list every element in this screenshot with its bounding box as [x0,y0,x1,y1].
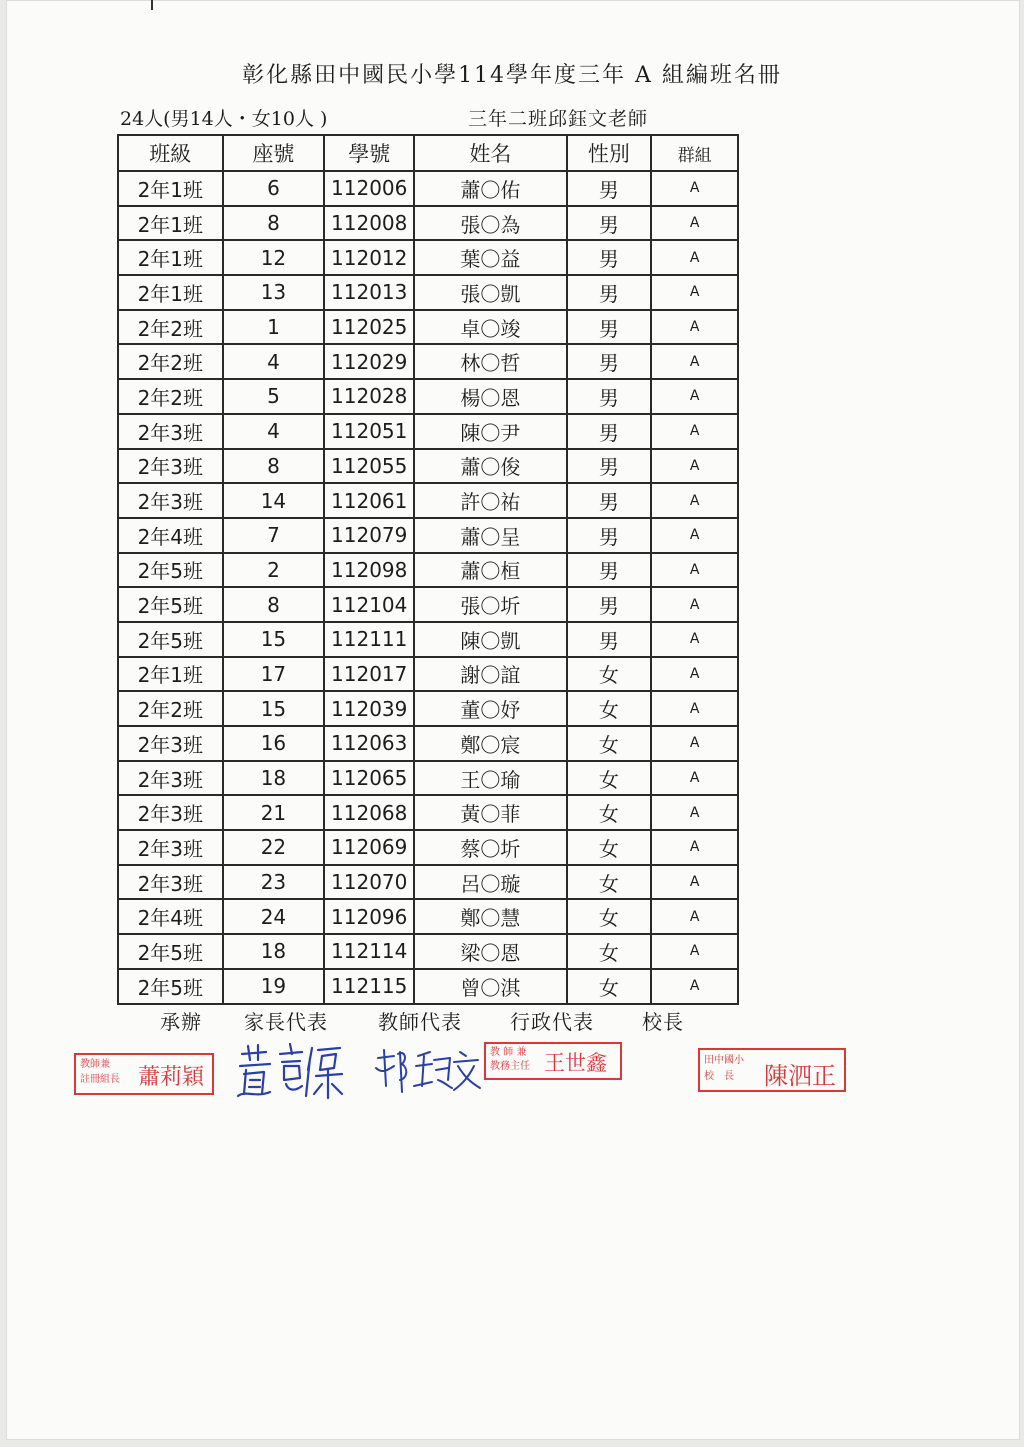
cell-class: 2年2班 [118,379,223,414]
cell-student-id: 112114 [324,934,414,969]
cell-student-id: 112006 [324,171,414,206]
table-row [118,483,738,518]
cell-name: 謝〇誼 [414,657,566,692]
cell-student-id: 112051 [324,414,414,449]
table-row [118,344,738,379]
cell-gender: 男 [567,240,652,275]
cell-name: 張〇圻 [414,587,566,622]
cell-name: 梁〇恩 [414,934,566,969]
cell-group: A [651,240,738,275]
cell-class: 2年2班 [118,310,223,345]
cell-student-id: 112025 [324,310,414,345]
homeroom-teacher: 三年二班邱鈺文老師 [468,108,649,130]
cell-student-id: 112063 [324,726,414,761]
cell-group: A [651,171,738,206]
cell-name: 黃〇菲 [414,795,566,830]
cell-group: A [651,726,738,761]
cell-student-id: 112096 [324,899,414,934]
cell-seat: 14 [223,483,325,518]
cell-class: 2年1班 [118,171,223,206]
cell-student-id: 112028 [324,379,414,414]
cell-seat: 4 [223,414,325,449]
cell-class: 2年4班 [118,518,223,553]
admin-seal [484,1042,622,1080]
cell-seat: 15 [223,622,325,657]
cell-student-id: 112115 [324,969,414,1004]
cell-name: 蕭〇桓 [414,553,566,588]
cell-class: 2年3班 [118,830,223,865]
cell-seat: 5 [223,379,325,414]
cell-seat: 12 [223,240,325,275]
admin-seal-line2: 教務主任 [490,1061,530,1072]
cell-class: 2年2班 [118,344,223,379]
signature-labels [0,1006,1024,1036]
cell-name: 陳〇凱 [414,622,566,657]
cell-gender: 男 [567,344,652,379]
cell-group: A [651,310,738,345]
cell-group: A [651,899,738,934]
cell-student-id: 112039 [324,691,414,726]
table-row [118,830,738,865]
cell-group: A [651,934,738,969]
table-row [118,206,738,241]
cell-group: A [651,622,738,657]
cell-group: A [651,414,738,449]
cell-class: 2年3班 [118,414,223,449]
cell-gender: 男 [567,622,652,657]
parent-signature [236,1040,346,1102]
document-title: 彰化縣田中國民小學114學年度三年 A 組編班名冊 [242,63,782,88]
table-body [118,171,738,1004]
header-class: 班級 [118,135,223,171]
cell-gender: 女 [567,726,652,761]
cell-group: A [651,657,738,692]
cell-gender: 女 [567,761,652,796]
table-row [118,518,738,553]
cell-group: A [651,865,738,900]
cell-name: 卓〇竣 [414,310,566,345]
table-row [118,969,738,1004]
cell-group: A [651,830,738,865]
label-admin-rep: 行政代表 [510,1010,594,1034]
cell-gender: 男 [567,587,652,622]
cell-class: 2年3班 [118,865,223,900]
cell-seat: 18 [223,761,325,796]
cell-gender: 男 [567,206,652,241]
cell-class: 2年1班 [118,206,223,241]
cell-seat: 8 [223,449,325,484]
cell-gender: 女 [567,795,652,830]
table-row [118,587,738,622]
cell-name: 曾〇淇 [414,969,566,1004]
cell-gender: 男 [567,171,652,206]
roster-table [117,134,739,1005]
table-row [118,240,738,275]
header-student-id: 學號 [324,135,414,171]
header-name: 姓名 [414,135,566,171]
table-row [118,795,738,830]
cell-name: 陳〇尹 [414,414,566,449]
cell-gender: 男 [567,449,652,484]
page-mark [151,0,153,10]
cell-class: 2年1班 [118,240,223,275]
cell-gender: 女 [567,691,652,726]
cell-name: 張〇為 [414,206,566,241]
cell-student-id: 112070 [324,865,414,900]
cell-gender: 男 [567,553,652,588]
cell-gender: 男 [567,414,652,449]
table-row [118,449,738,484]
cell-student-id: 112008 [324,206,414,241]
cell-class: 2年2班 [118,691,223,726]
table-row [118,379,738,414]
organizer-seal-name: 蕭莉穎 [138,1065,205,1090]
cell-name: 鄭〇慧 [414,899,566,934]
cell-gender: 女 [567,865,652,900]
organizer-seal-line2: 註冊組長 [80,1074,120,1085]
table-row [118,171,738,206]
cell-group: A [651,449,738,484]
cell-class: 2年3班 [118,483,223,518]
cell-class: 2年1班 [118,275,223,310]
cell-name: 楊〇恩 [414,379,566,414]
cell-group: A [651,587,738,622]
cell-gender: 男 [567,483,652,518]
cell-seat: 16 [223,726,325,761]
cell-name: 林〇哲 [414,344,566,379]
cell-seat: 2 [223,553,325,588]
cell-student-id: 112104 [324,587,414,622]
table-row [118,865,738,900]
cell-name: 蕭〇俊 [414,449,566,484]
principal-seal-line1: 田中國小 [704,1055,744,1066]
cell-student-id: 112069 [324,830,414,865]
cell-group: A [651,344,738,379]
cell-name: 許〇祐 [414,483,566,518]
cell-class: 2年5班 [118,934,223,969]
cell-group: A [651,379,738,414]
cell-student-id: 112111 [324,622,414,657]
table-row [118,691,738,726]
admin-seal-line1: 教 師 兼 [490,1047,527,1058]
cell-gender: 男 [567,310,652,345]
cell-seat: 6 [223,171,325,206]
cell-group: A [651,553,738,588]
cell-gender: 男 [567,379,652,414]
admin-seal-name: 王世鑫 [544,1051,607,1075]
cell-group: A [651,206,738,241]
header-seat: 座號 [223,135,325,171]
header-group: 群組 [651,135,738,171]
cell-name: 葉〇益 [414,240,566,275]
cell-name: 蕭〇呈 [414,518,566,553]
principal-seal-name: 陳泗正 [764,1062,836,1090]
cell-class: 2年3班 [118,726,223,761]
table-row [118,726,738,761]
cell-class: 2年3班 [118,449,223,484]
cell-seat: 8 [223,587,325,622]
cell-student-id: 112098 [324,553,414,588]
organizer-seal-line1: 教師兼 [80,1059,110,1070]
count-summary: 24人(男14人・女10人 ) [120,108,328,130]
cell-seat: 4 [223,344,325,379]
cell-student-id: 112055 [324,449,414,484]
cell-seat: 22 [223,830,325,865]
label-parent-rep: 家長代表 [244,1010,328,1034]
cell-seat: 19 [223,969,325,1004]
cell-seat: 15 [223,691,325,726]
table-row [118,275,738,310]
cell-gender: 女 [567,934,652,969]
table-row [118,622,738,657]
cell-seat: 21 [223,795,325,830]
cell-group: A [651,483,738,518]
label-teacher-rep: 教師代表 [378,1010,462,1034]
cell-gender: 男 [567,518,652,553]
cell-student-id: 112012 [324,240,414,275]
cell-gender: 男 [567,275,652,310]
table-row [118,934,738,969]
cell-name: 張〇凱 [414,275,566,310]
cell-class: 2年5班 [118,587,223,622]
principal-seal [698,1048,846,1092]
organizer-seal [74,1053,214,1095]
cell-student-id: 112017 [324,657,414,692]
cell-student-id: 112013 [324,275,414,310]
cell-seat: 8 [223,206,325,241]
cell-group: A [651,691,738,726]
cell-student-id: 112061 [324,483,414,518]
cell-class: 2年1班 [118,657,223,692]
cell-gender: 女 [567,657,652,692]
cell-seat: 23 [223,865,325,900]
cell-group: A [651,795,738,830]
cell-student-id: 112079 [324,518,414,553]
cell-name: 王〇瑜 [414,761,566,796]
header-gender: 性別 [567,135,652,171]
table-row [118,553,738,588]
cell-gender: 女 [567,969,652,1004]
cell-class: 2年4班 [118,899,223,934]
cell-class: 2年5班 [118,553,223,588]
cell-student-id: 112029 [324,344,414,379]
cell-seat: 18 [223,934,325,969]
cell-group: A [651,275,738,310]
cell-class: 2年3班 [118,795,223,830]
principal-seal-line2: 校 長 [704,1071,734,1082]
table-row [118,310,738,345]
cell-seat: 7 [223,518,325,553]
cell-seat: 1 [223,310,325,345]
cell-seat: 13 [223,275,325,310]
table-row [118,657,738,692]
label-principal: 校長 [642,1010,684,1034]
teacher-signature [374,1046,484,1094]
cell-name: 呂〇璇 [414,865,566,900]
cell-name: 蕭〇佑 [414,171,566,206]
cell-name: 蔡〇圻 [414,830,566,865]
cell-class: 2年5班 [118,969,223,1004]
table-row [118,899,738,934]
table-row [118,761,738,796]
cell-seat: 17 [223,657,325,692]
label-organizer: 承辦 [160,1010,202,1034]
cell-group: A [651,761,738,796]
cell-class: 2年3班 [118,761,223,796]
cell-seat: 24 [223,899,325,934]
cell-group: A [651,518,738,553]
table-row [118,414,738,449]
cell-gender: 女 [567,830,652,865]
cell-name: 鄭〇宸 [414,726,566,761]
cell-student-id: 112065 [324,761,414,796]
cell-name: 董〇妤 [414,691,566,726]
cell-gender: 女 [567,899,652,934]
table-header-row [118,135,738,171]
cell-group: A [651,969,738,1004]
cell-class: 2年5班 [118,622,223,657]
cell-student-id: 112068 [324,795,414,830]
